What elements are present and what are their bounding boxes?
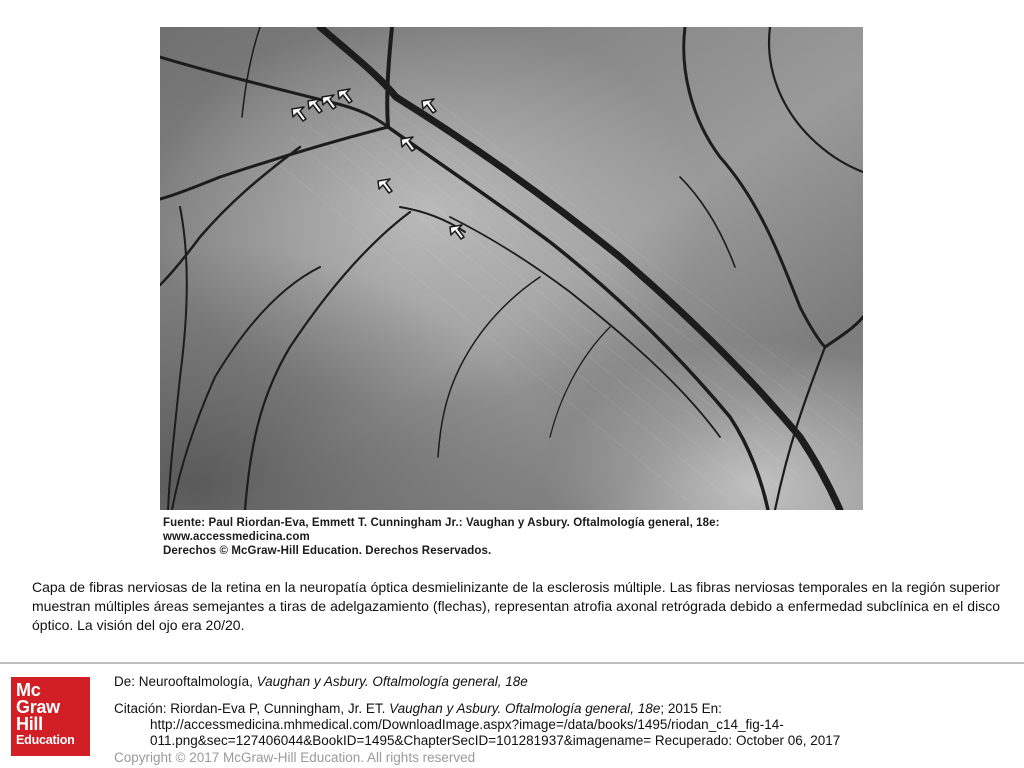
footer-divider xyxy=(0,662,1024,664)
citation-prefix: Citación: Riordan-Eva P, Cunningham, Jr. ET xyxy=(114,701,382,716)
citation-separator: . xyxy=(381,701,390,716)
citation-line xyxy=(114,701,1014,717)
logo-text-mc: Mc xyxy=(16,680,41,700)
credit-rights-line: Derechos © McGraw-Hill Education. Derechos Reservados. xyxy=(163,545,492,557)
logo-text-education: Education xyxy=(16,733,75,747)
citation-book-title: Vaughan y Asbury. Oftalmología general, 18e xyxy=(389,701,661,716)
mcgraw-hill-logo xyxy=(11,677,90,756)
figure-caption: Capa de fibras nerviosas de la retina en la neuropatía óptica desmielinizante de la esclerosis múltiple. Las fibras nerviosas temporales en la región superior muestran múltiples áreas semejantes a tiras de adelgazamiento (flechas), representan atrofia axonal retrógrada debido a enfermedad subclínica en el disco óptico. La visión del ojo era 20/20. xyxy=(32,579,1000,633)
credit-website-line: www.accessmedicina.com xyxy=(163,531,310,543)
from-prefix: De: Neurooftalmología, xyxy=(114,674,257,689)
fundus-photograph xyxy=(160,27,863,510)
logo-text-graw: Graw xyxy=(16,697,60,717)
copyright-notice: Copyright © 2017 McGraw-Hill Education. All rights reserved xyxy=(114,750,476,765)
citation-suffix: ; 2015 En: xyxy=(660,701,722,716)
citation-url: http://accessmedicina.mhmedical.com/DownloadImage.aspx?image=/data/books/1495/riodan_c14_fig-14-011.png&sec=127406044&BookID=1495&ChapterSecID=101281937&imagename= Recuperado: October 06, 2017 xyxy=(150,717,841,748)
logo-text-hill: Hill xyxy=(16,714,43,734)
footer-text xyxy=(114,674,1014,765)
citation xyxy=(114,701,1014,749)
source-credit xyxy=(163,516,861,558)
from-book-title: Vaughan y Asbury. Oftalmología general, 18e xyxy=(256,674,528,689)
figure xyxy=(160,27,863,562)
credit-source-line: Fuente: Paul Riordan-Eva, Emmett T. Cunningham Jr.: Vaughan y Asbury. Oftalmología general, 18e: xyxy=(163,517,720,529)
source-chapter-line xyxy=(114,674,1014,689)
